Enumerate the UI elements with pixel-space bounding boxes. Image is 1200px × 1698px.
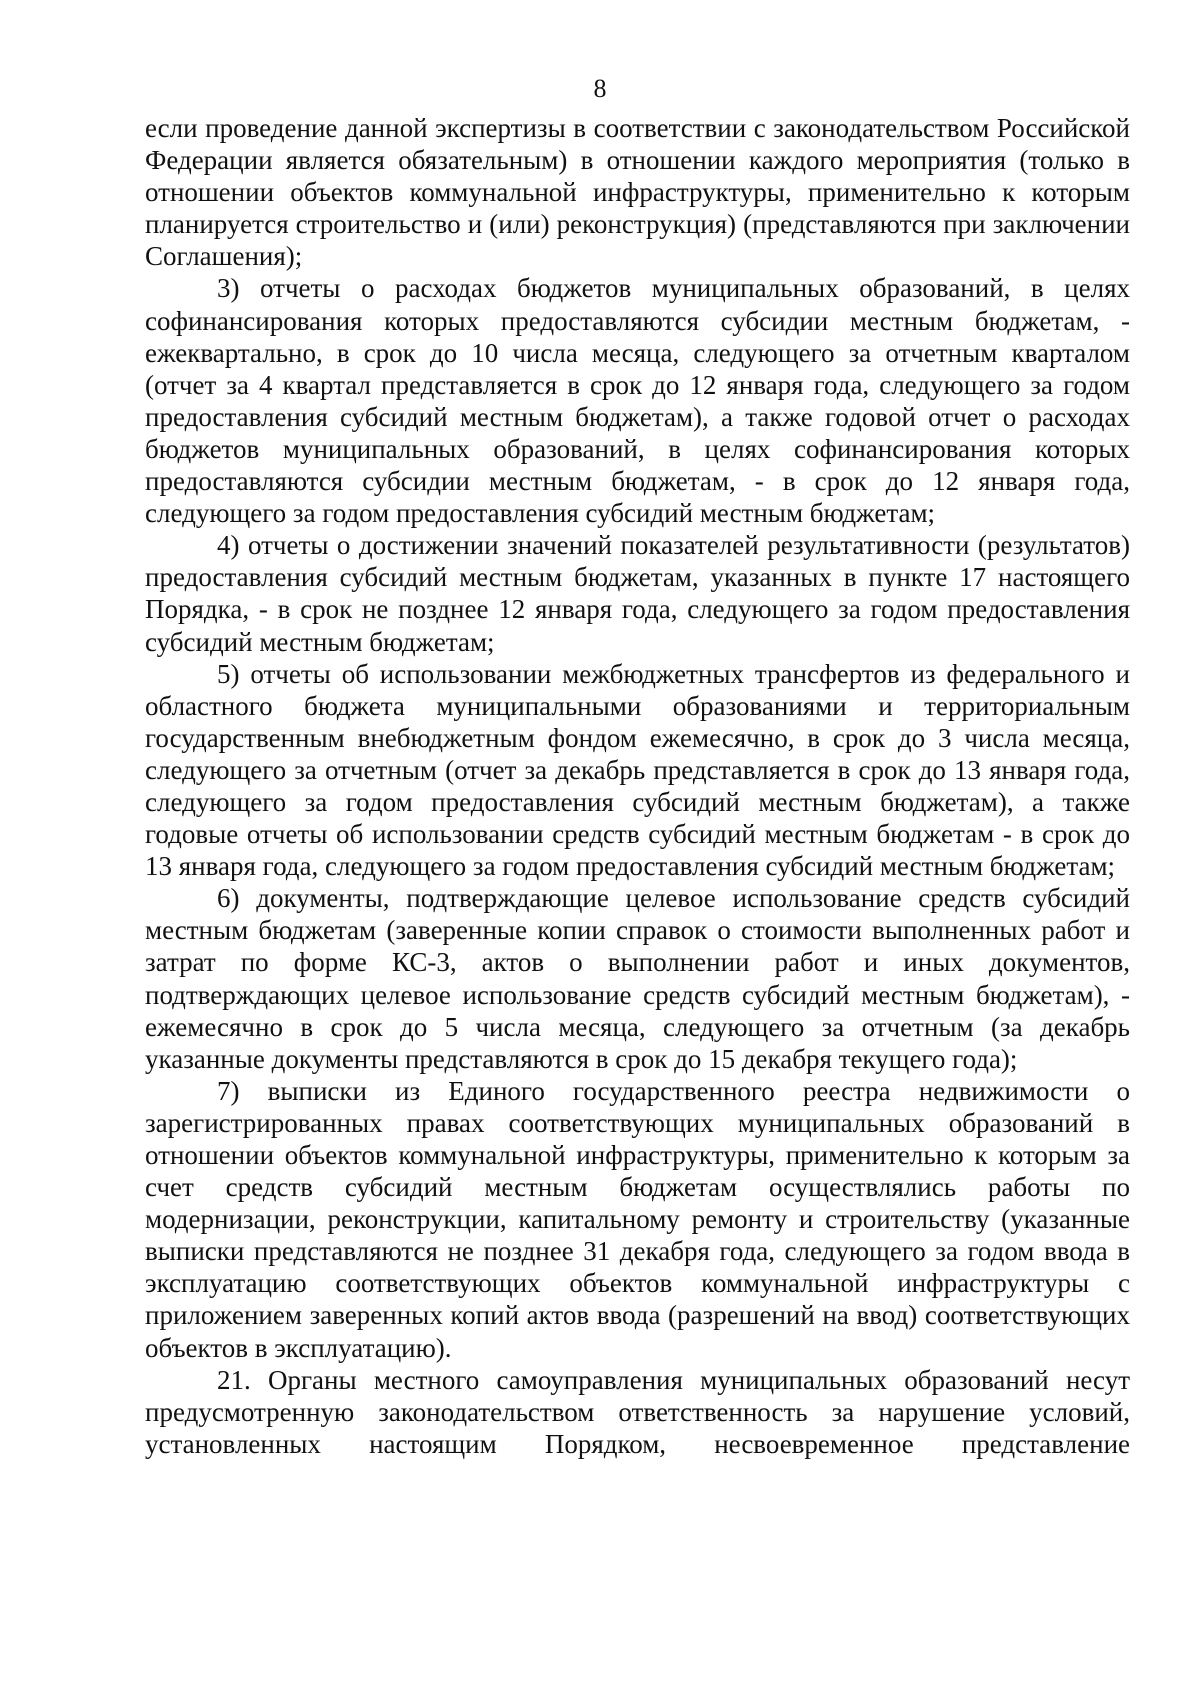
paragraph-item-6: 6) документы, подтверждающие целевое использование средств субсидий местным бюджетам (заверенные копии справок о стоимости выполненных работ и затрат по форме КС-3, актов о выполнении работ и иных документов, подтверждающих целевое использование средств субсидий местным бюджетам), - ежемесячно в срок до 5 числа месяца, следующего за отчетным (за декабрь указанные документы представляются в срок до 15 декабря текущего года);	[145, 883, 1130, 1074]
paragraph-clause-21: 21. Органы местного самоуправления муниципальных образований несут предусмотренную законодательством ответственность за нарушение условий, установленных настоящим Порядком, несвоевременное представление	[145, 1364, 1130, 1459]
paragraph-continuation: если проведение данной экспертизы в соответствии с законодательством Российской Федерации является обязательным) в отношении каждого мероприятия (только в отношении объектов коммунальной инфраструктуры, применительно к которым планируется строительство и (или) реконструкция) (представляются при заключении Соглашения);	[145, 113, 1130, 272]
paragraph-item-7: 7) выписки из Единого государственного реестра недвижимости о зарегистрированных правах соответствующих муниципальных образований в отношении объектов коммунальной инфраструктуры, применительно к которым за счет средств субсидий местным бюджетам осуществлялись работы по модернизации, реконструкции, капитальному ремонту и строительству (указанные выписки представляются не позднее 31 декабря года, следующего за годом ввода в эксплуатацию соответствующих объектов коммунальной инфраструктуры с приложением заверенных копий актов ввода (разрешений на ввод) соответствующих объектов в эксплуатацию).	[145, 1075, 1130, 1363]
paragraph-item-5: 5) отчеты об использовании межбюджетных трансфертов из федерального и областного бюджета муниципальными образованиями и территориальным государственным внебюджетным фондом ежемесячно, в срок до 3 числа месяца, следующего за отчетным (отчет за декабрь представляется в срок до 13 января года, следующего за годом предоставления субсидий местным бюджетам), а также годовые отчеты об использовании средств субсидий местным бюджетам - в срок до 13 января года, следующего за годом предоставления субсидий местным бюджетам;	[145, 658, 1130, 882]
page-number: 8	[593, 74, 607, 103]
paragraph-item-3: 3) отчеты о расходах бюджетов муниципальных образований, в целях софинансирования которых предоставляются субсидии местным бюджетам, - ежеквартально, в срок до 10 числа месяца, следующего за отчетным кварталом (отчет за 4 квартал представляется в срок до 12 января года, следующего за годом предоставления субсидий местным бюджетам), а также годовой отчет о расходах бюджетов муниципальных образований, в целях софинансирования которых предоставляются субсидии местным бюджетам, - в срок до 12 января года, следующего за годом предоставления субсидий местным бюджетам;	[145, 273, 1130, 529]
document-body	[145, 112, 1130, 1460]
paragraph-item-4: 4) отчеты о достижении значений показателей результативности (результатов) предоставления субсидий местным бюджетам, указанных в пункте 17 настоящего Порядка, - в срок не позднее 12 января года, следующего за годом предоставления субсидий местным бюджетам;	[145, 530, 1130, 657]
